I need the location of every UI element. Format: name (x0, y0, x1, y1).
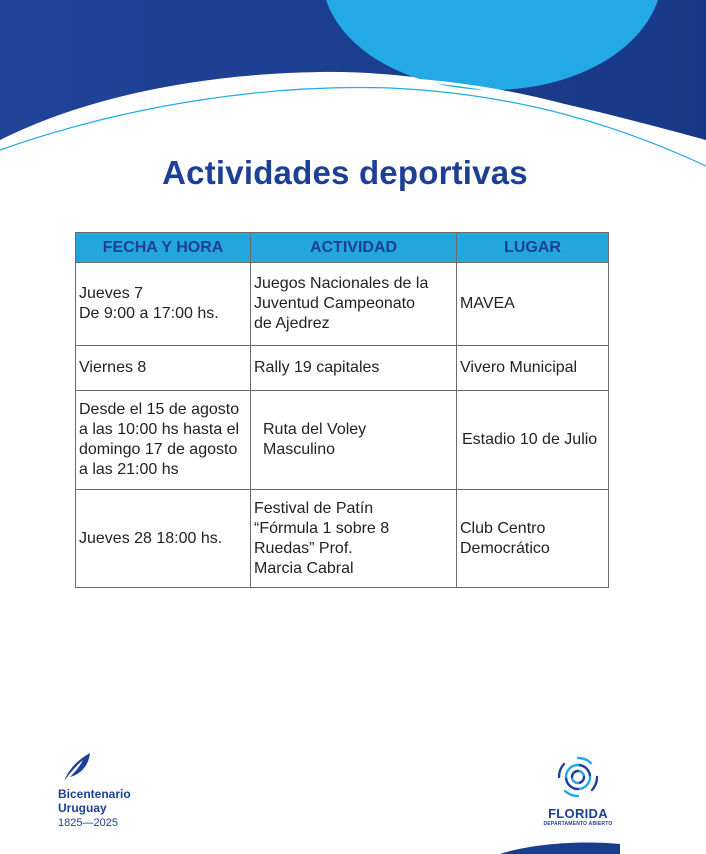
cell-text: Rally 19 capitales (254, 359, 380, 376)
cell-actividad (251, 346, 457, 391)
cell-fecha (76, 391, 251, 490)
cell-text: Juegos Nacionales de la Juventud Campeonato de Ajedrez (254, 275, 429, 332)
cell-text: Jueves 28 18:00 hs. (79, 529, 223, 547)
cell-fecha (76, 346, 251, 391)
cell-text: Ruta del Voley Masculino (263, 421, 367, 458)
table-row (76, 490, 609, 588)
cell-text: MAVEA (460, 295, 515, 312)
cell-fecha (76, 263, 251, 346)
table-row (76, 391, 609, 490)
column-header-fecha: FECHA Y HORA (76, 233, 251, 263)
cell-lugar (457, 263, 609, 346)
cell-lugar (457, 346, 609, 391)
activities-table (75, 232, 609, 588)
bicentenario-line1: Bicentenario (58, 787, 131, 801)
cell-actividad (251, 263, 457, 346)
bottom-decoration (0, 836, 706, 854)
header-decoration (0, 0, 706, 170)
cell-actividad (251, 490, 457, 588)
page-title: Actividades deportivas (162, 154, 528, 191)
bicentenario-line2: Uruguay (58, 801, 107, 815)
cell-fecha (76, 490, 251, 588)
cell-text: Club Centro Democrático (460, 519, 550, 557)
cell-actividad (251, 391, 457, 490)
table-row (76, 263, 609, 346)
florida-name: FLORIDA (548, 806, 608, 821)
column-header-lugar: LUGAR (457, 233, 609, 263)
feather-icon (60, 750, 94, 784)
bicentenario-years: 1825—2025 (58, 817, 118, 829)
cell-text: Festival de Patín “Fórmula 1 sobre 8 Ruedas” Prof. Marcia Cabral (254, 499, 390, 577)
table-row (76, 346, 609, 391)
table-header-row (76, 233, 609, 263)
bicentenario-logo (58, 750, 168, 830)
cell-text: Estadio 10 de Julio (462, 431, 598, 448)
florida-subtitle: DEPARTAMENTO ABIERTO (543, 821, 613, 827)
column-header-actividad: ACTIVIDAD (251, 233, 457, 263)
florida-spiral-icon (556, 755, 600, 799)
cell-text: Viernes 8 (79, 359, 147, 376)
cell-lugar (457, 391, 609, 490)
cell-lugar (457, 490, 609, 588)
cell-text: Jueves 7 De 9:00 a 17:00 hs. (79, 285, 219, 322)
cell-text: Vivero Municipal (460, 359, 578, 376)
cell-text: Desde el 15 de agosto a las 10:00 hs hasta el domingo 17 de agosto a las 21:00 hs (79, 401, 240, 478)
florida-logo (538, 755, 618, 827)
